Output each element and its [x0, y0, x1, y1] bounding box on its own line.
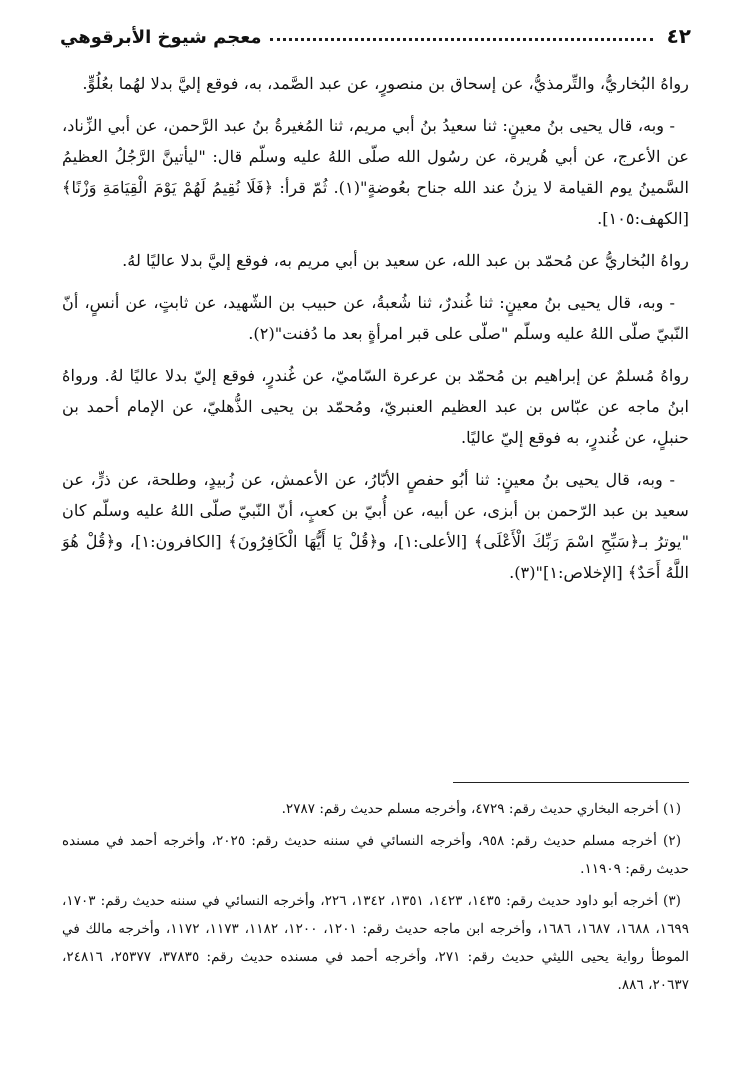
running-header [60, 14, 691, 48]
paragraph: - وبه، قال يحيى بنُ معينٍ: ثنا غُندرٌ، ثنا شُعبةُ، عن حبيب بن الشّهيد، عن ثابتٍ، عن أنسٍ، أنّ النّبيّ صلّى اللهُ عليه وسلّم "صلّى على قبر امرأةٍ بعد ما دُفنت"(٢). [62, 293, 689, 343]
header-dotted-leader [270, 38, 653, 41]
main-text [62, 68, 689, 599]
paragraph: - وبه، قال يحيى بنُ معينٍ: ثنا أبُو حفصٍ الأبّارُ، عن الأعمش، عن زُبيدٍ، وطلحة، عن ذرٍّ، عن سعيد بن عبد الرّحمن بن أبزى، عن أبيه، عن أُبيّ بن كعبٍ، أنّ النّبيّ صلّى اللهُ عليه وسلّم كان "يوترُ بـ﴿سَبِّحِ اسْمَ رَبِّكَ الْأَعْلَى﴾ [الأعلى:١]، و﴿قُلْ يَا أَيُّهَا الْكَافِرُونَ﴾ [الكافرون:١]، و﴿قُلْ هُوَ اللَّهُ أَحَدٌ﴾ [الإخلاص:١]"(٣). [62, 470, 690, 582]
footnotes [62, 782, 689, 1003]
book-title: معجم شيوخ الأبرقوهي [60, 27, 262, 48]
footnote: (١) أخرجه البخاري حديث رقم: ٤٧٢٩، وأخرجه مسلم حديث رقم: ٢٧٨٧. [281, 801, 681, 817]
paragraph: - وبه، قال يحيى بنُ معينٍ: ثنا سعيدُ بنُ أبي مريم، ثنا المُغيرةُ بنُ عبد الرَّحمن، عن أبي الزِّناد، عن الأعرج، عن أبي هُريرة، عن رسُول الله صلّى اللهُ عليه وسلّم قال: "ليأتينَّ الرَّجُلُ العظيمُ السَّمينُ يوم القيامة لا يزنُ عند الله جناح بعُوضةٍ"(١). ثُمّ قرأ: ﴿فَلَا نُقِيمُ لَهُمْ يَوْمَ الْقِيَامَةِ وَزْنًا﴾ [الكهف:١٠٥]. [62, 116, 689, 228]
paragraph: رواهُ مُسلمٌ عن إبراهيم بن مُحمّد بن عرعرة السّاميّ، عن غُندرٍ، فوقع إليّ بدلا عاليًا لهُ. ورواهُ ابنُ ماجه عن عبّاس بن عبد العظيم العنبريّ، ومُحمّد بن يحيى الذُّهليّ، عن الإمام أحمد بن حنبلٍ، عن غُندرٍ، به فوقع إليّ عاليًا. [62, 366, 689, 447]
paragraph: رواهُ البُخاريُّ عن مُحمّد بن عبد الله، عن سعيد بن أبي مريم به، فوقع إليَّ بدلا عاليًا لهُ. [122, 251, 689, 270]
footnote-separator [453, 782, 689, 783]
footnote: (٣) أخرجه أبو داود حديث رقم: ١٤٣٥، ١٤٢٣، ١٣٥١، ١٣٤٢، ٢٢٦، وأخرجه النسائي في سننه حديث رقم: ١٧٠٣، ١٦٩٩، ١٦٨٨، ١٦٨٧، ١٦٨٦، وأخرجه ابن ماجه حديث رقم: ١٢٠١، ١٢٠٠، ١١٨٢، ١١٧٣، ١١٧٢، وأخرجه مالك في الموطأ رواية يحيى الليثي حديث رقم: ٢٧١، وأخرجه أحمد في مسنده حديث رقم: ٣٧٨٣٥، ٢٥٣٧٧، ٢٤٨١٦، ٢٠٦٣٧، ٨٨٦. [62, 893, 690, 993]
paragraph: رواهُ البُخاريُّ، والتِّرمذيُّ، عن إسحاق بن منصورٍ، عن عبد الصَّمد، به، فوقع إليَّ بدلا لهُما بعُلُوٍّ. [82, 74, 689, 93]
page-number: ٤٢ [666, 24, 691, 48]
footnote: (٢) أخرجه مسلم حديث رقم: ٩٥٨، وأخرجه النسائي في سننه حديث رقم: ٢٠٢٥، وأخرجه أحمد في مسنده حديث رقم: ١١٩٠٩. [62, 833, 689, 877]
